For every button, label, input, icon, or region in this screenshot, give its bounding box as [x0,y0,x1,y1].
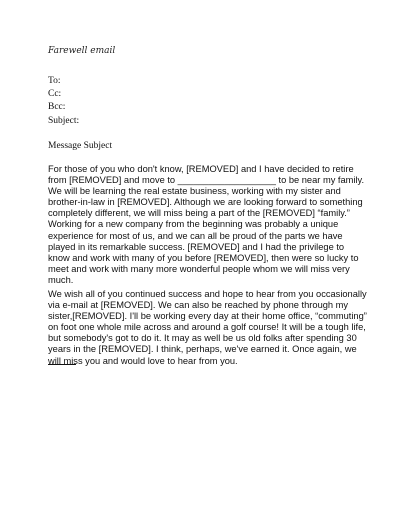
body-paragraph-2 [48,289,368,367]
paragraph-line: will miss you and would love to hear from you. [48,355,238,366]
paragraph-line: via e-mail at [REMOVED]. We can also be reached by phone through my [48,300,349,311]
paragraph-line: We will be learning the real estate business, working with my sister and [48,186,341,197]
paragraph-line: played in its remarkable success. [REMOVED] and I had the privilege to [48,241,345,252]
body-paragraph-1 [48,164,368,286]
paragraph-line: sister,[REMOVED]. I'll be working every day at their home office, “commuting” [48,311,367,322]
cc-field-label: Cc: [48,89,62,100]
paragraph-line: much. [48,274,74,285]
paragraph-line: from [REMOVED] and move to ___________________ to be near my family. [48,175,365,186]
paragraph-line: on foot one whole mile across and around a golf course! It will be a tough life, [48,322,366,333]
paragraph-line: know and work with many of you before [REMOVED], then were so lucky to [48,252,359,263]
subject-field-label: Subject: [48,115,80,126]
paragraph-line: brother-in-law in [REMOVED]. Although we are looking forward to something [48,197,363,208]
document-title: Farewell email [48,46,116,56]
message-subject: Message Subject [48,141,113,151]
paragraph-line: Working for a new company from the beginning was probably a unique [48,219,339,230]
to-field-label: To: [48,76,61,86]
paragraph-line: experience for most of us, and we can all be proud of the parts we have [48,230,343,241]
paragraph-line: years in the [REMOVED]. I think, perhaps, we've earned it. Once again, we [48,344,357,355]
paragraph-line: completely different, we will miss being a part of the [REMOVED] “family.” [48,208,350,219]
signature-line [48,364,76,365]
paragraph-line: We wish all of you continued success and hope to hear from you occasionally [48,289,367,299]
paragraph-line: For those of you who don't know, [REMOVED] and I have decided to retire [48,164,354,174]
bcc-field-label: Bcc: [48,102,66,113]
paragraph-line: but somebody's got to do it. It may as well be us old folks after spending 30 [48,333,357,344]
paragraph-line: meet and work with many more wonderful people whom we will miss very [48,263,350,274]
email-header-fields [48,75,79,128]
